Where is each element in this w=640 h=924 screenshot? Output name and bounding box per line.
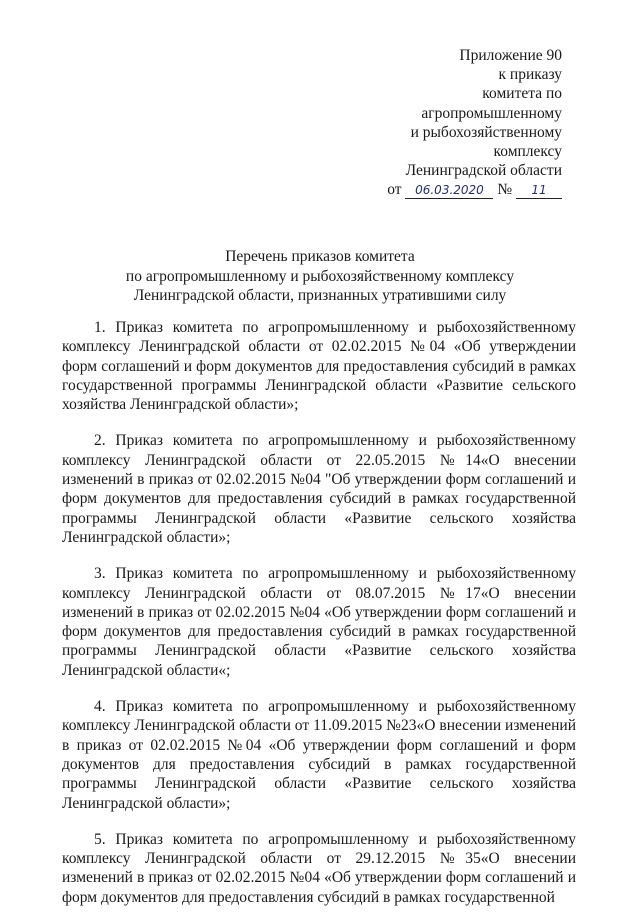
list-item: 5. Приказ комитета по агропромышленному и рыбохозяйственному комплексу Ленинградской области от 29.12.2015 №35«О внесении изменений в приказ от 02.02.2015 №04 «Об утверждении форм соглашений и форм документов для предоставления субсидий в рамках государственной <box>62 830 576 906</box>
header-line: к приказу <box>498 66 562 84</box>
title-line: по агропромышленному и рыбохозяйственному комплексу <box>125 267 515 285</box>
list-item: 4. Приказ комитета по агропромышленному и рыбохозяйственному комплексу Ленинградской области от 11.09.2015 №23«О внесении изменений в приказ от 02.02.2015 №04 «Об утверждении форм соглашений и форм документов для предоставления субсидий в рамках государственной программы Ленинградской области «Развитие сельского хозяйства Ленинградской области»; <box>62 698 576 812</box>
title-line: Перечень приказов комитета <box>225 248 415 265</box>
header-line: Ленинградской области <box>405 162 562 180</box>
header-line: и рыбохозяйственному <box>410 123 562 141</box>
appendix-header <box>387 46 562 200</box>
list-item: 1. Приказ комитета по агропромышленному и рыбохозяйственному комплексу Ленинградской области от 02.02.2015 №04 «Об утверждении форм соглашений и форм документов для предоставления субсидий в рамках государственной программы Ленинградской области «Развитие сельского хозяйства Ленинградской области»; <box>62 319 576 414</box>
handwritten-date: 06.03.2020 <box>405 182 493 199</box>
header-line: агропромышленному <box>421 104 562 122</box>
list-item: 3. Приказ комитета по агропромышленному и рыбохозяйственному комплексу Ленинградской области от 08.07.2015 №17«О внесении изменений в приказ от 02.02.2015 №04 «Об утверждении форм соглашений и форм документов для предоставления субсидий в рамках государственной программы Ленинградской области «Развитие сельского хозяйства Ленинградской области«; <box>62 565 576 679</box>
header-line: комитета по <box>482 85 562 103</box>
number-prefix: № <box>497 181 513 199</box>
header-line: комплексу <box>493 143 562 161</box>
list-item: 2. Приказ комитета по агропромышленному и рыбохозяйственному комплексу Ленинградской области от 22.05.2015 №14«О внесении изменений в приказ от 02.02.2015 №04 "Об утверждении форм соглашений и форм документов для предоставления субсидий в рамках государственной программы Ленинградской области «Развитие сельского хозяйства Ленинградской области»; <box>62 432 576 546</box>
order-list <box>62 318 576 924</box>
title-line: Ленинградской области, признанных утратившими силу <box>133 287 507 304</box>
handwritten-number: 11 <box>516 182 562 199</box>
document-title <box>0 247 640 306</box>
order-date-line <box>387 180 562 199</box>
appendix-title: Приложение 90 <box>459 47 562 64</box>
date-prefix: от <box>387 181 402 199</box>
